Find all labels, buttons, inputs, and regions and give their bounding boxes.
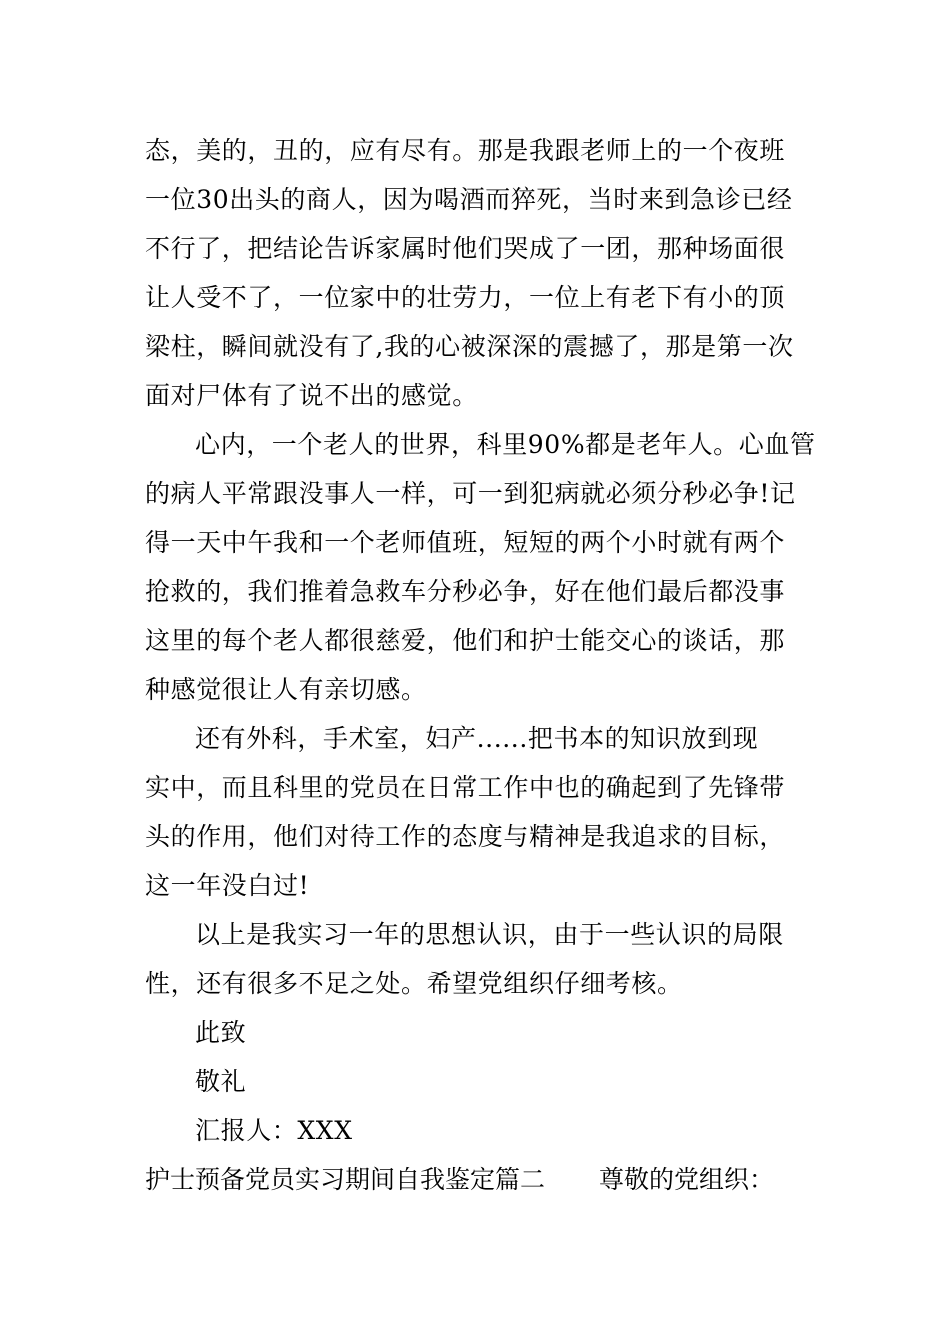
text-line: 头的作用，他们对待工作的态度与精神是我追求的目标， xyxy=(145,822,786,851)
text-line: 种感觉很让人有亲切感。 xyxy=(145,675,427,704)
text-line: 态，美的，丑的，应有尽有。那是我跟老师上的一个夜班 xyxy=(145,136,786,165)
text-line: 性，还有很多不足之处。希望党组织仔细考核。 xyxy=(145,969,683,998)
document-body xyxy=(145,126,815,1204)
text-line: 还有外科，手术室，妇产......把书本的知识放到现 xyxy=(195,724,759,753)
text-line: 这一年没白过! xyxy=(145,871,310,900)
text-line: 不行了，把结论告诉家属时他们哭成了一团，那种场面很 xyxy=(145,234,786,263)
closing-salutation: 此致 xyxy=(195,1018,247,1047)
paragraph-cardiology xyxy=(145,420,815,714)
reporter-signature: 汇报人：XXX xyxy=(195,1116,353,1145)
paragraph-night-shift xyxy=(145,126,815,420)
closing-regards: 敬礼 xyxy=(195,1067,247,1096)
paragraph-conclusion xyxy=(145,910,815,1008)
text-line: 一位30出头的商人，因为喝酒而猝死，当时来到急诊已经 xyxy=(145,185,793,214)
text-line: 以上是我实习一年的思想认识，由于一些认识的局限 xyxy=(195,920,784,949)
text-line: 让人受不了，一位家中的壮劳力，一位上有老下有小的顶 xyxy=(145,283,786,312)
text-line: 实中，而且科里的党员在日常工作中也的确起到了先锋带 xyxy=(145,773,786,802)
text-line: 心内，一个老人的世界，科里90%都是老年人。心血管 xyxy=(195,430,816,459)
text-line: 抢救的，我们推着急救车分秒必争，好在他们最后都没事 xyxy=(145,577,786,606)
letter-closing xyxy=(145,1008,815,1155)
next-section-heading xyxy=(145,1155,815,1204)
text-line: 面对尸体有了说不出的感觉。 xyxy=(145,381,478,410)
text-line: 这里的每个老人都很慈爱，他们和护士能交心的谈话，那 xyxy=(145,626,786,655)
text-line: 梁柱，瞬间就没有了,我的心被深深的震撼了，那是第一次 xyxy=(145,332,794,361)
text-line: 的病人平常跟没事人一样，可一到犯病就必须分秒必争!记 xyxy=(145,479,796,508)
section-greeting: 尊敬的党组织： xyxy=(599,1165,775,1194)
text-line: 得一天中午我和一个老师值班，短短的两个小时就有两个 xyxy=(145,528,786,557)
section-title: 护士预备党员实习期间自我鉴定篇二 xyxy=(145,1165,546,1194)
paragraph-surgery xyxy=(145,714,815,910)
